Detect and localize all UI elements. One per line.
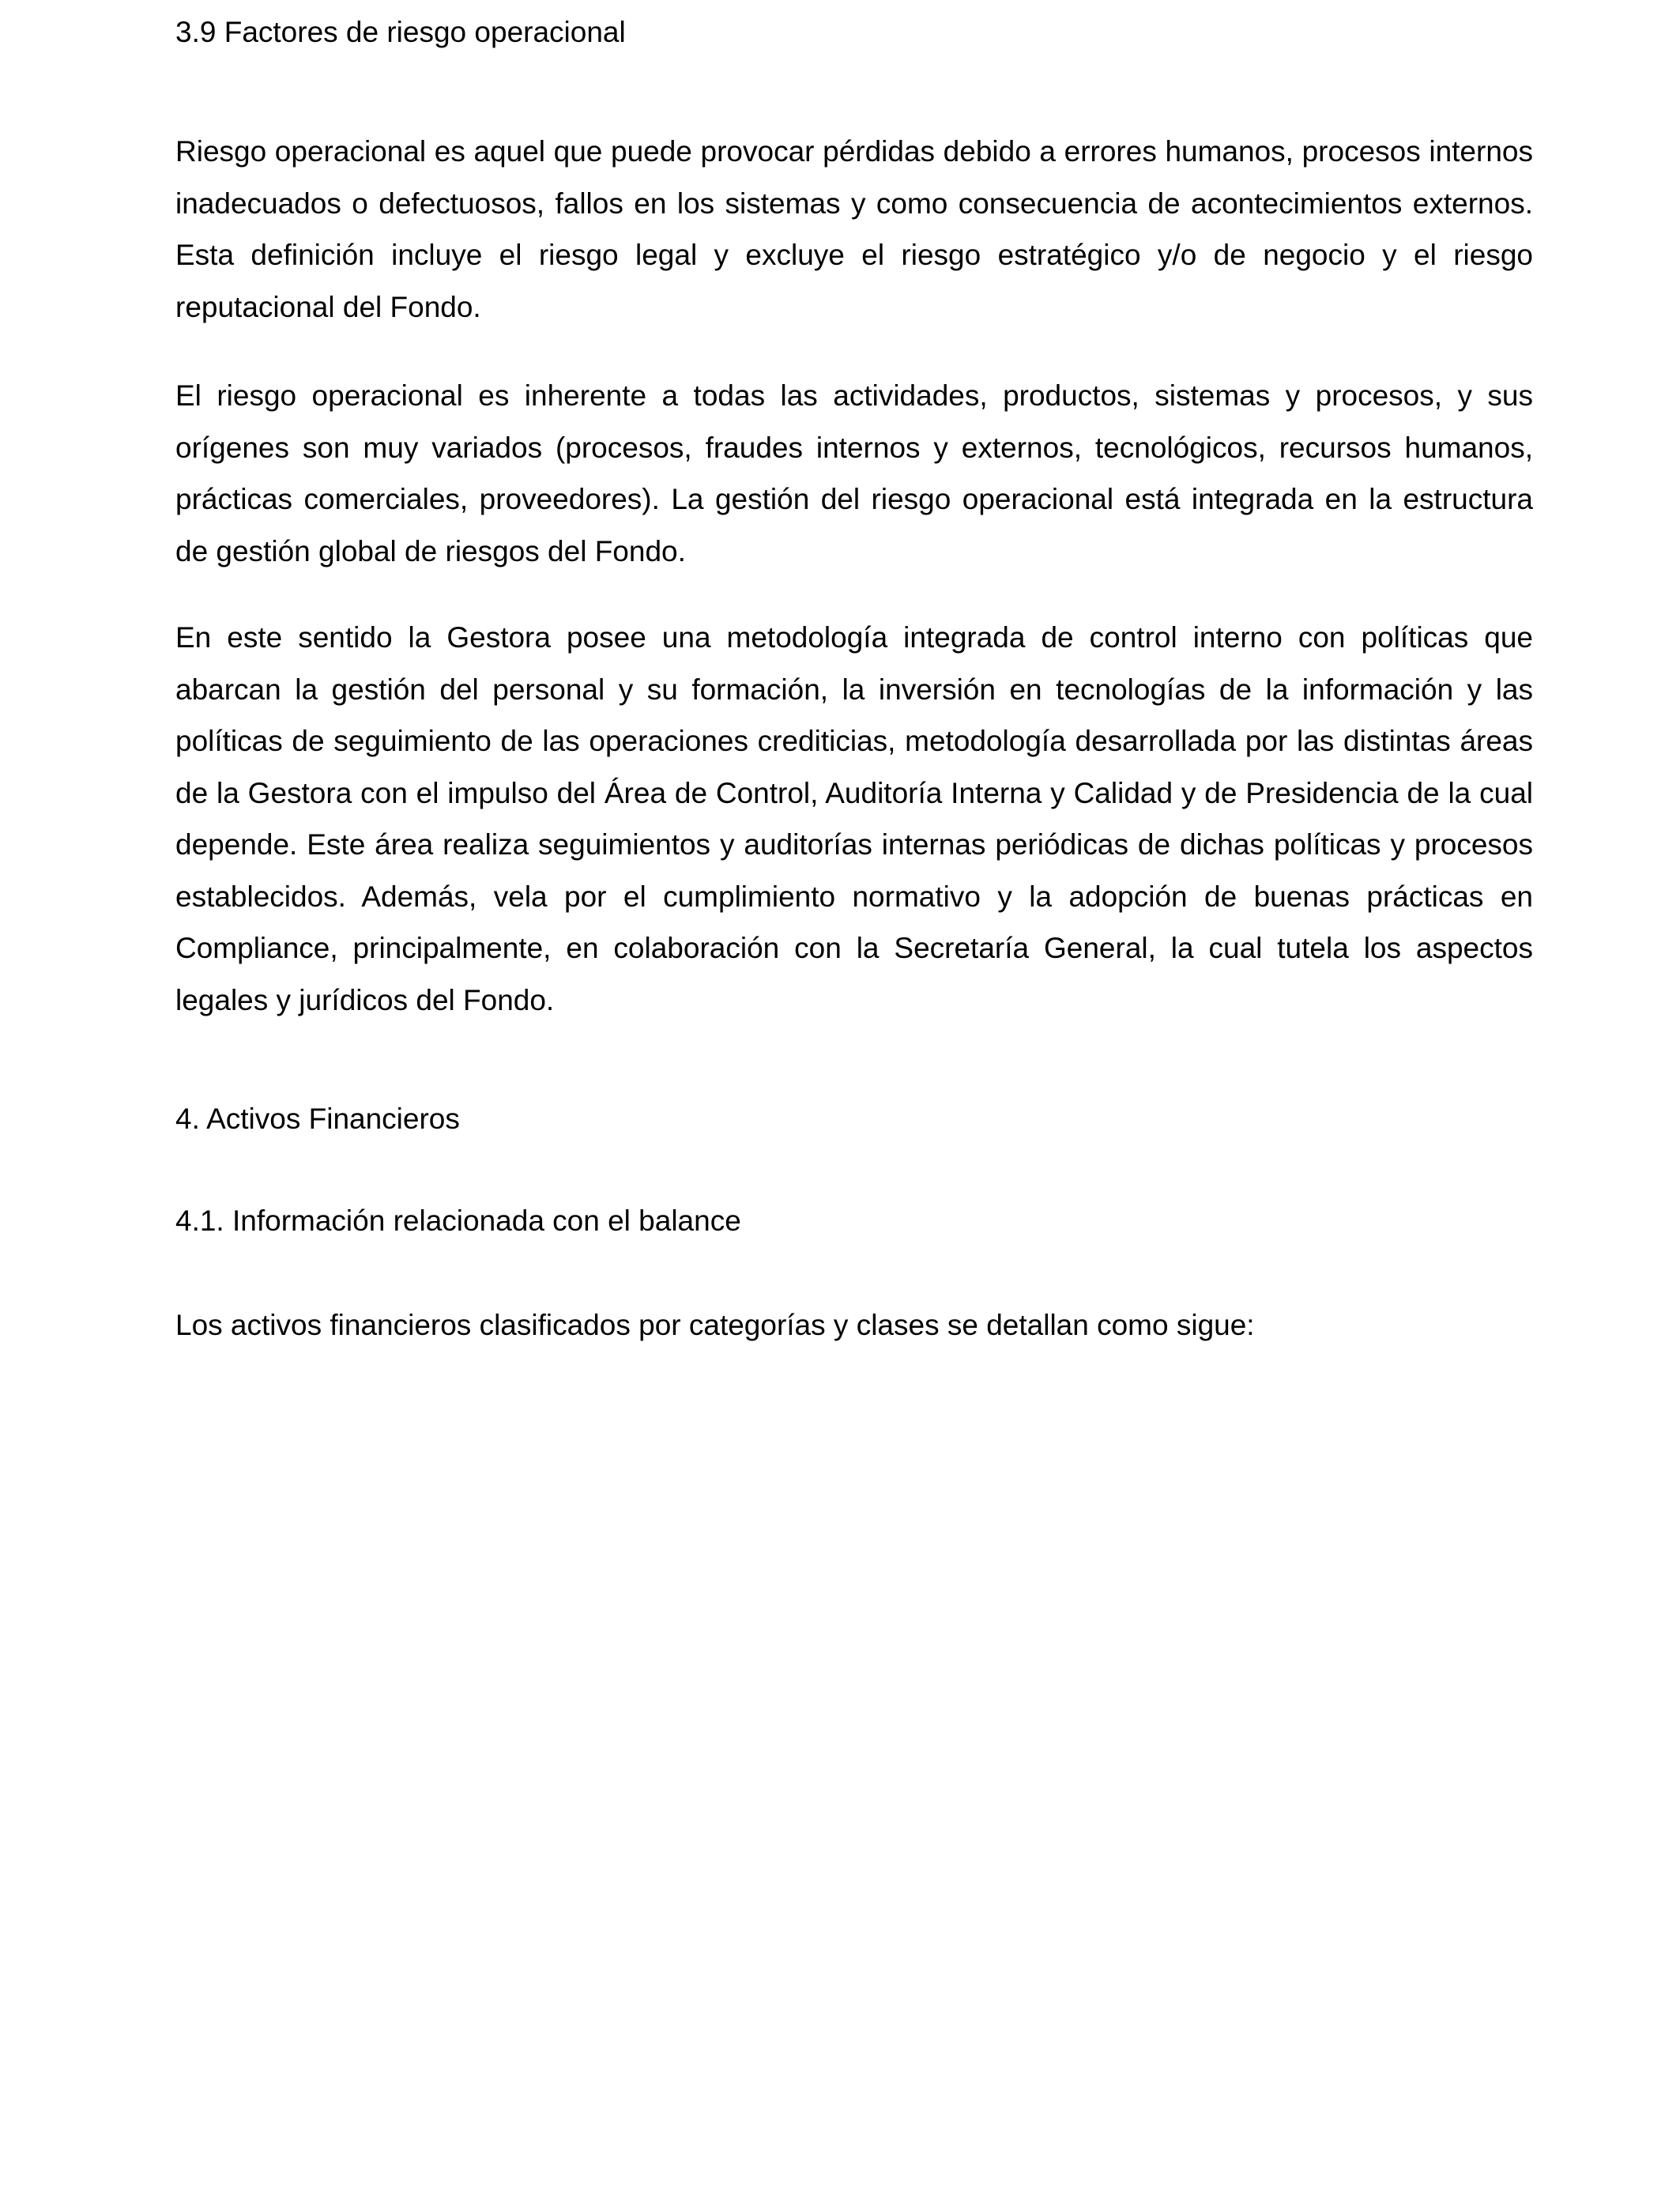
paragraph-operational-risk-origins: El riesgo operacional es inherente a todas las actividades, productos, sistemas y procesos, y sus orígenes son muy variados (procesos, fraudes internos y externos, tecnológicos, recursos humanos, prácticas comerciales, proveedores). La gestión del riesgo operacional está integrada en la estructura de gestión global de riesgos del Fondo. [175,379,1533,567]
section-4-1-heading: 4.1. Información relacionada con el balance [175,1204,741,1237]
section-4-heading: 4. Activos Financieros [175,1103,460,1135]
paragraph-financial-assets-intro: Los activos financieros clasificados por categorías y clases se detallan como sigue: [175,1309,1255,1341]
paragraph-internal-control-methodology: En este sentido la Gestora posee una metodología integrada de control interno con políticas que abarcan la gestión del personal y su formación, la inversión en tecnologías de la información y las políticas de seguimiento de las operaciones crediticias, metodología desarrollada por las distintas áreas de la Gestora con el impulso del Área de Control, Auditoría Interna y Calidad y de Presidencia de la cual depende. Este área realiza seguimientos y auditorías internas periódicas de dichas políticas y procesos establecidos. Además, vela por el cumplimiento normativo y la adopción de buenas prácticas en Compliance, principalmente, en colaboración con la Secretaría General, la cual tutela los aspectos legales y jurídicos del Fondo. [175,621,1533,1016]
paragraph-operational-risk-definition: Riesgo operacional es aquel que puede provocar pérdidas debido a errores humanos, procesos internos inadecuados o defectuosos, fallos en los sistemas y como consecuencia de acontecimientos externos. Esta definición incluye el riesgo legal y excluye el riesgo estratégico y/o de negocio y el riesgo reputacional del Fondo. [175,135,1533,323]
section-3-9-heading: 3.9 Factores de riesgo operacional [175,16,626,48]
